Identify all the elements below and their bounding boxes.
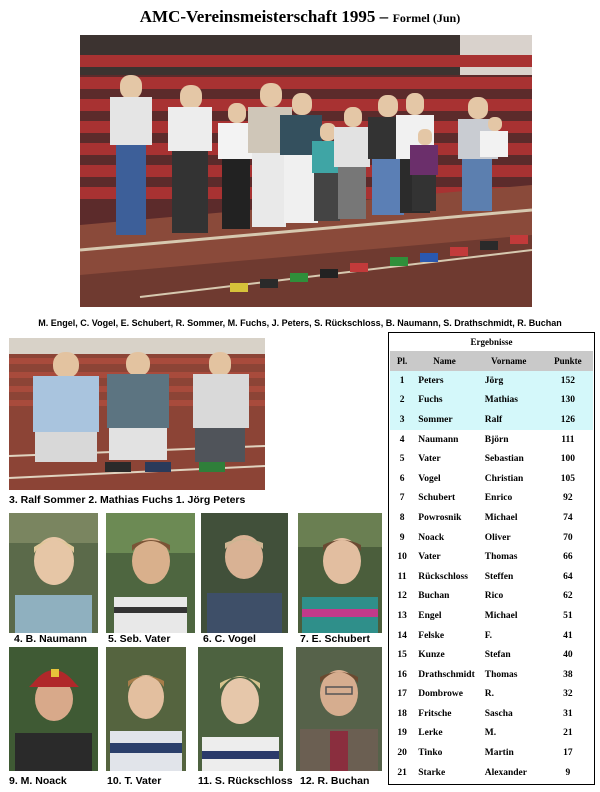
results-body [390,371,593,782]
firstname-cell: Rico [484,591,504,602]
portrait-photo [9,647,98,771]
table-row [390,724,593,744]
table-row [390,665,593,685]
firstname-cell: Sebastian [484,454,524,465]
rank-cell: 19 [397,728,407,739]
rank-cell: 2 [390,391,414,411]
rank-cell: 21 [397,767,407,778]
points-cell: 130 [543,391,593,411]
table-row [390,410,593,430]
lastname-cell: Buchan [418,591,450,602]
column-header: Pl. [390,351,414,371]
portrait-caption: 4. B. Naumann [14,633,87,645]
lastname-cell: Vater [418,552,441,563]
table-row [390,449,593,469]
points-cell: 126 [543,410,593,430]
portrait-caption: 9. M. Noack [9,775,67,787]
points-cell: 111 [561,434,575,445]
lastname-cell: Felske [418,630,445,641]
points-cell: 92 [563,493,573,504]
podium-caption: 3. Ralf Sommer 2. Mathias Fuchs 1. Jörg Peters [9,494,246,506]
rank-cell: 12 [397,591,407,602]
table-row [390,685,593,705]
table-row [390,547,593,567]
lastname-cell: Vogel [418,473,441,484]
firstname-cell: Alexander [484,767,527,778]
firstname-cell: F. [484,630,493,641]
table-row [390,567,593,587]
portrait-photo [298,513,382,633]
firstname-cell: Steffen [484,571,514,582]
rank-cell: 5 [399,454,405,465]
firstname-cell: Enrico [484,493,513,504]
points-cell: 62 [563,591,573,602]
points-cell: 51 [563,610,573,621]
rank-cell: 17 [397,689,407,700]
firstname-cell: Oliver [484,532,511,543]
portrait-photo [201,513,288,633]
lastname-cell: Dombrowe [418,689,463,700]
podium-photo [9,338,265,490]
title-sub: Formel (Jun) [392,11,461,25]
portrait-photo [296,647,382,771]
group-photo-caption: M. Engel, C. Vogel, E. Schubert, R. Sommer, M. Fuchs, J. Peters, S. Rückschloss, B. Naumann, S. Drathschmidt, R. Buchan [38,318,562,328]
portrait-caption: 11. S. Rückschloss [198,775,293,787]
portrait-photo [9,513,98,633]
table-row [390,469,593,489]
points-cell: 105 [560,473,576,484]
group-photo [80,35,532,307]
table-row [390,606,593,626]
firstname-cell: Björn [484,434,509,445]
points-cell: 64 [563,571,573,582]
points-cell: 152 [543,371,593,391]
firstname-cell: Martin [484,748,514,759]
lastname-cell: Powrosnik [418,512,462,523]
firstname-cell: Stefan [484,650,511,661]
lastname-cell: Noack [418,532,445,543]
firstname-cell: Christian [484,473,524,484]
points-cell: 31 [563,708,573,719]
points-cell: 100 [560,454,576,465]
portrait-caption: 10. T. Vater [107,775,162,787]
portrait-photo [106,513,195,633]
rank-cell: 16 [397,669,407,680]
lastname-cell: Kunze [418,650,445,661]
table-row [390,626,593,646]
table-row [390,430,593,450]
firstname-cell: Michael [484,610,518,621]
table-row [390,391,593,411]
lastname-cell: Schubert [418,493,456,504]
firstname-cell: Thomas [484,552,518,563]
lastname-cell: Starke [418,767,446,778]
results-title: Ergebnisse [470,337,513,347]
title-main: AMC-Vereinsmeisterschaft 1995 – [139,7,389,26]
points-cell: 9 [565,767,571,778]
points-cell: 70 [563,532,573,543]
firstname-cell: Sascha [484,708,513,719]
points-cell: 40 [563,650,573,661]
page-title [0,7,600,27]
table-row [390,704,593,724]
table-row [390,763,593,783]
firstname-cell: Michael [484,512,518,523]
column-header: Name [414,351,474,371]
firstname-cell: R. [484,689,494,700]
portrait-caption: 12. R. Buchan [300,775,370,787]
table-row [390,489,593,509]
rank-cell: 18 [397,708,407,719]
points-cell: 17 [563,748,573,759]
rank-cell: 1 [390,371,414,391]
table-row [390,528,593,548]
portrait-caption: 6. C. Vogel [203,633,256,645]
firstname-cell: Thomas [484,669,518,680]
rank-cell: 14 [397,630,407,641]
rank-cell: 8 [399,512,405,523]
lastname-cell: Drathschmidt [418,669,475,680]
rank-cell: 4 [399,434,405,445]
lastname-cell: Peters [414,371,474,391]
rank-cell: 13 [397,610,407,621]
results-header-row [390,351,593,371]
results-table [390,351,593,782]
rank-cell: 11 [397,571,407,582]
lastname-cell: Fritsche [418,708,452,719]
points-cell: 66 [563,552,573,563]
lastname-cell: Sommer [414,410,474,430]
table-row [390,743,593,763]
points-cell: 74 [563,512,573,523]
rank-cell: 6 [399,473,405,484]
table-row [390,645,593,665]
rank-cell: 15 [397,650,407,661]
lastname-cell: Lerke [418,728,443,739]
points-cell: 21 [563,728,573,739]
points-cell: 41 [563,630,573,641]
points-cell: 38 [563,669,573,680]
rank-cell: 9 [399,532,405,543]
rank-cell: 20 [397,748,407,759]
column-header: Punkte [543,351,593,371]
lastname-cell: Naumann [418,434,459,445]
portrait-caption: 5. Seb. Vater [108,633,171,645]
rank-cell: 7 [399,493,405,504]
rank-cell: 10 [397,552,407,563]
table-row [390,508,593,528]
firstname-cell: Jörg [475,371,543,391]
portrait-caption: 7. E. Schubert [300,633,371,645]
column-header: Vorname [475,351,543,371]
firstname-cell: Ralf [475,410,543,430]
points-cell: 32 [563,689,573,700]
rank-cell: 3 [390,410,414,430]
firstname-cell: Mathias [475,391,543,411]
lastname-cell: Fuchs [414,391,474,411]
table-row [390,587,593,607]
firstname-cell: M. [484,728,497,739]
portrait-photo [198,647,283,771]
table-row [390,371,593,391]
lastname-cell: Engel [418,610,442,621]
lastname-cell: Tinko [418,748,443,759]
results-panel [388,332,595,785]
lastname-cell: Vater [418,454,441,465]
portrait-photo [106,647,186,771]
lastname-cell: Rückschloss [418,571,468,582]
